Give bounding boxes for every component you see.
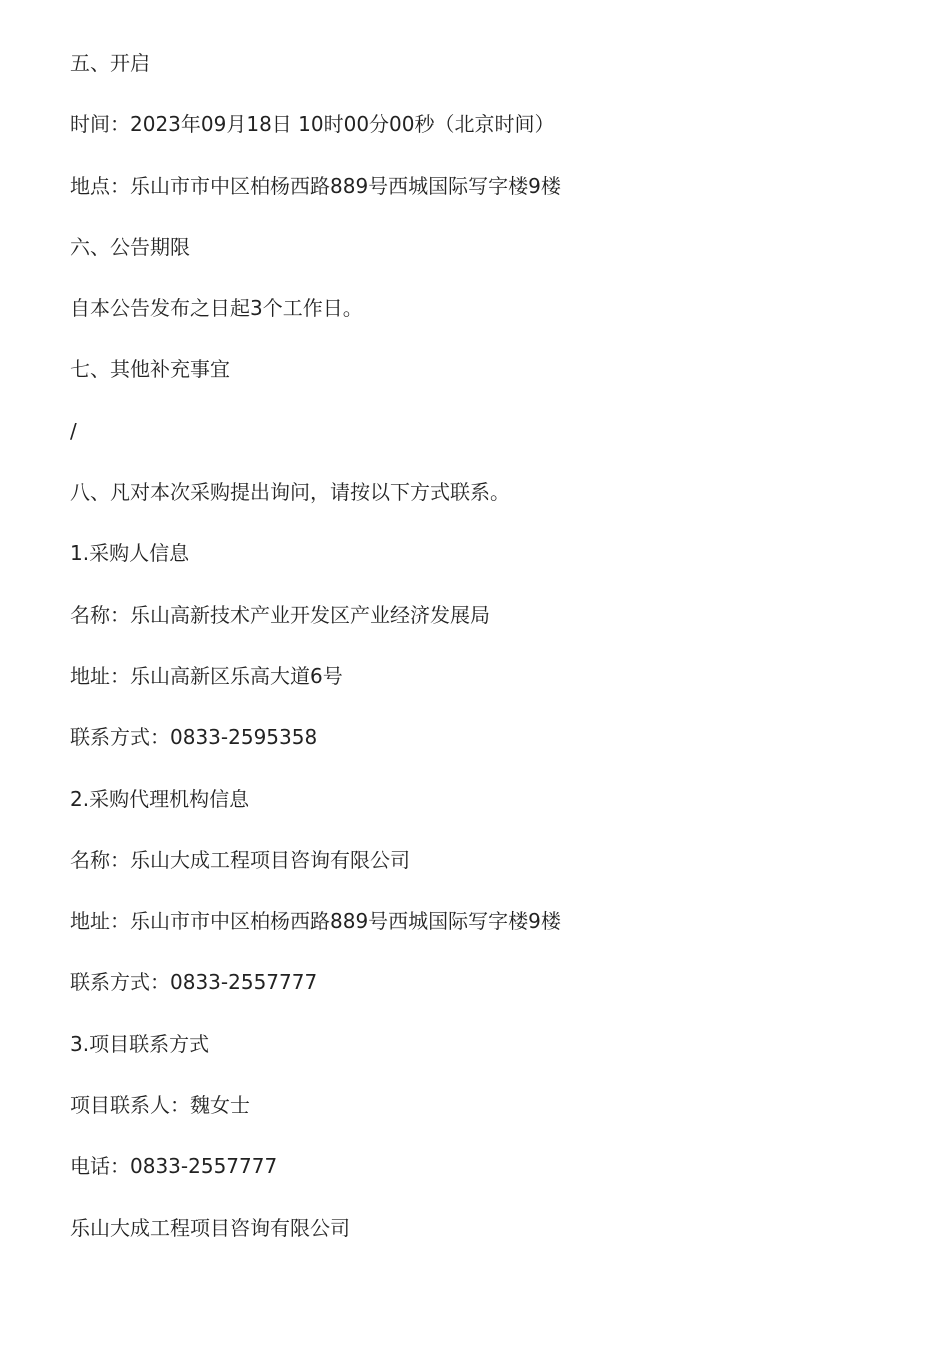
section-heading-contact: 八、凡对本次采购提出询问，请按以下方式联系。 [70, 480, 510, 505]
section-heading-notice-period: 六、公告期限 [70, 234, 190, 259]
project-contact-heading: 3.项目联系方式 [70, 1031, 210, 1056]
purchaser-name: 名称：乐山高新技术产业开发区产业经济发展局 [70, 602, 490, 627]
project-contact-phone: 电话：0833-2557777 [70, 1154, 278, 1179]
purchaser-phone: 联系方式：0833-2595358 [70, 725, 318, 750]
notice-period-text: 自本公告发布之日起3个工作日。 [70, 296, 363, 321]
signature-organization: 乐山大成工程项目咨询有限公司 [70, 1215, 350, 1240]
agency-name: 名称：乐山大成工程项目咨询有限公司 [70, 847, 410, 872]
purchaser-address: 地址：乐山高新区乐高大道6号 [70, 663, 343, 688]
agency-address: 地址：乐山市市中区柏杨西路889号西城国际写字楼9楼 [70, 909, 561, 934]
section-heading-other-matters: 七、其他补充事宜 [70, 357, 230, 382]
other-matters-text: / [70, 418, 77, 443]
opening-time: 时间：2023年09月18日 10时00分00秒（北京时间） [70, 112, 555, 137]
purchaser-info-heading: 1.采购人信息 [70, 541, 190, 566]
opening-location: 地点：乐山市市中区柏杨西路889号西城国际写字楼9楼 [70, 173, 561, 198]
agency-phone: 联系方式：0833-2557777 [70, 970, 318, 995]
agency-info-heading: 2.采购代理机构信息 [70, 786, 250, 811]
project-contact-person: 项目联系人：魏女士 [70, 1093, 250, 1118]
section-heading-opening: 五、开启 [70, 51, 150, 75]
document-page [70, 47, 890, 1273]
